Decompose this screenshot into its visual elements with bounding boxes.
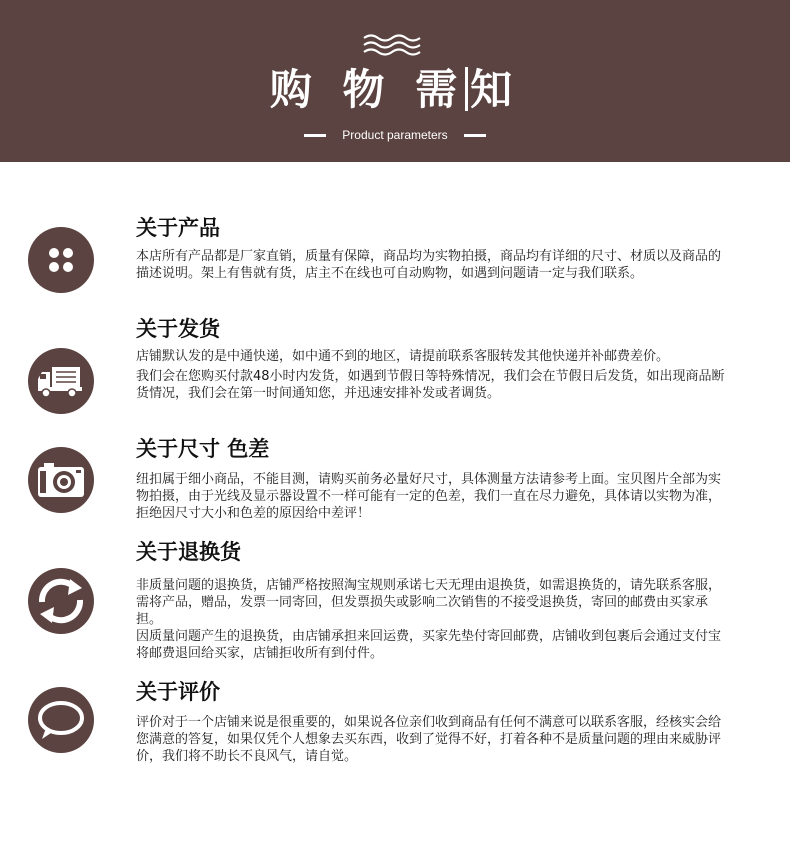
section-paragraph: 非质量问题的退换货，店铺严格按照淘宝规则承诺七天无理由退换货，如需退换货的，请先联系客服，需将产品，赠品，发票一同寄回，但发票损失或影响二次销售的不接受退换货，寄回的邮费由买家承担。 bbox=[136, 578, 722, 627]
section-body bbox=[136, 471, 732, 522]
truck-icon bbox=[28, 348, 94, 414]
section-title: 关于评价 bbox=[136, 680, 220, 704]
section-body bbox=[136, 577, 732, 662]
subtitle-dash-right bbox=[464, 134, 486, 137]
camera-icon bbox=[28, 447, 94, 513]
subtitle-row bbox=[0, 128, 790, 148]
title-text-main: 购 物 需 bbox=[269, 65, 466, 114]
section-paragraph: 评价对于一个店铺来说是很重要的，如果说各位亲们收到商品有任何不满意可以联系客服，经核实会给您满意的答复，如果仅凭个人想象去买东西，收到了觉得不好，打着各种不是质量问题的理由来威胁评价，我们将不助长不良风气，请自觉。 bbox=[136, 715, 722, 764]
section-title: 关于尺寸 色差 bbox=[136, 437, 270, 461]
section-paragraph: 店铺默认发的是中通快递，如中通不到的地区，请提前联系客服转发其他快递并补邮费差价。 bbox=[136, 349, 670, 364]
speech-bubble-icon bbox=[28, 687, 94, 753]
subtitle: Product parameters bbox=[342, 128, 448, 142]
section-title: 关于产品 bbox=[136, 216, 220, 240]
section-body bbox=[136, 714, 732, 765]
page-title bbox=[0, 62, 790, 118]
exchange-arrows-icon bbox=[28, 568, 94, 634]
subtitle-dash-left bbox=[304, 134, 326, 137]
section-title: 关于发货 bbox=[136, 317, 220, 341]
title-divider bbox=[465, 67, 468, 111]
section-paragraph: 本店所有产品都是厂家直销，质量有保障，商品均为实物拍摄，商品均有详细的尺寸、材质以及商品的描述说明。架上有售就有货，店主不在线也可自动购物，如遇到问题请一定与我们联系。 bbox=[136, 249, 722, 281]
title-text-end: 知 bbox=[470, 65, 521, 114]
section-paragraph: 我们会在您购买付款48小时内发货，如遇到节假日等特殊情况，我们会在节假日后发货，如出现商品断货情况，我们会在第一时间通知您，并迅速安排补发或者调货。 bbox=[136, 369, 725, 401]
header-banner bbox=[0, 0, 790, 162]
dots-icon bbox=[28, 227, 94, 293]
section-paragraph: 因质量问题产生的退换货，由店铺承担来回运费，买家先垫付寄回邮费，店铺收到包裹后会通过支付宝将邮费退回给买家，店铺拒收所有到付件。 bbox=[136, 629, 722, 661]
section-body bbox=[136, 248, 732, 282]
section-body bbox=[136, 348, 732, 402]
section-paragraph: 纽扣属于细小商品，不能目测，请购买前务必量好尺寸，具体测量方法请参考上面。宝贝图片全部为实物拍摄，由于光线及显示器设置不一样可能有一定的色差，我们一直在尽力避免，具体请以实物为准，拒绝因尺寸大小和色差的原因给中差评！ bbox=[136, 472, 722, 521]
section-title: 关于退换货 bbox=[136, 540, 241, 564]
waves-icon bbox=[362, 33, 422, 57]
